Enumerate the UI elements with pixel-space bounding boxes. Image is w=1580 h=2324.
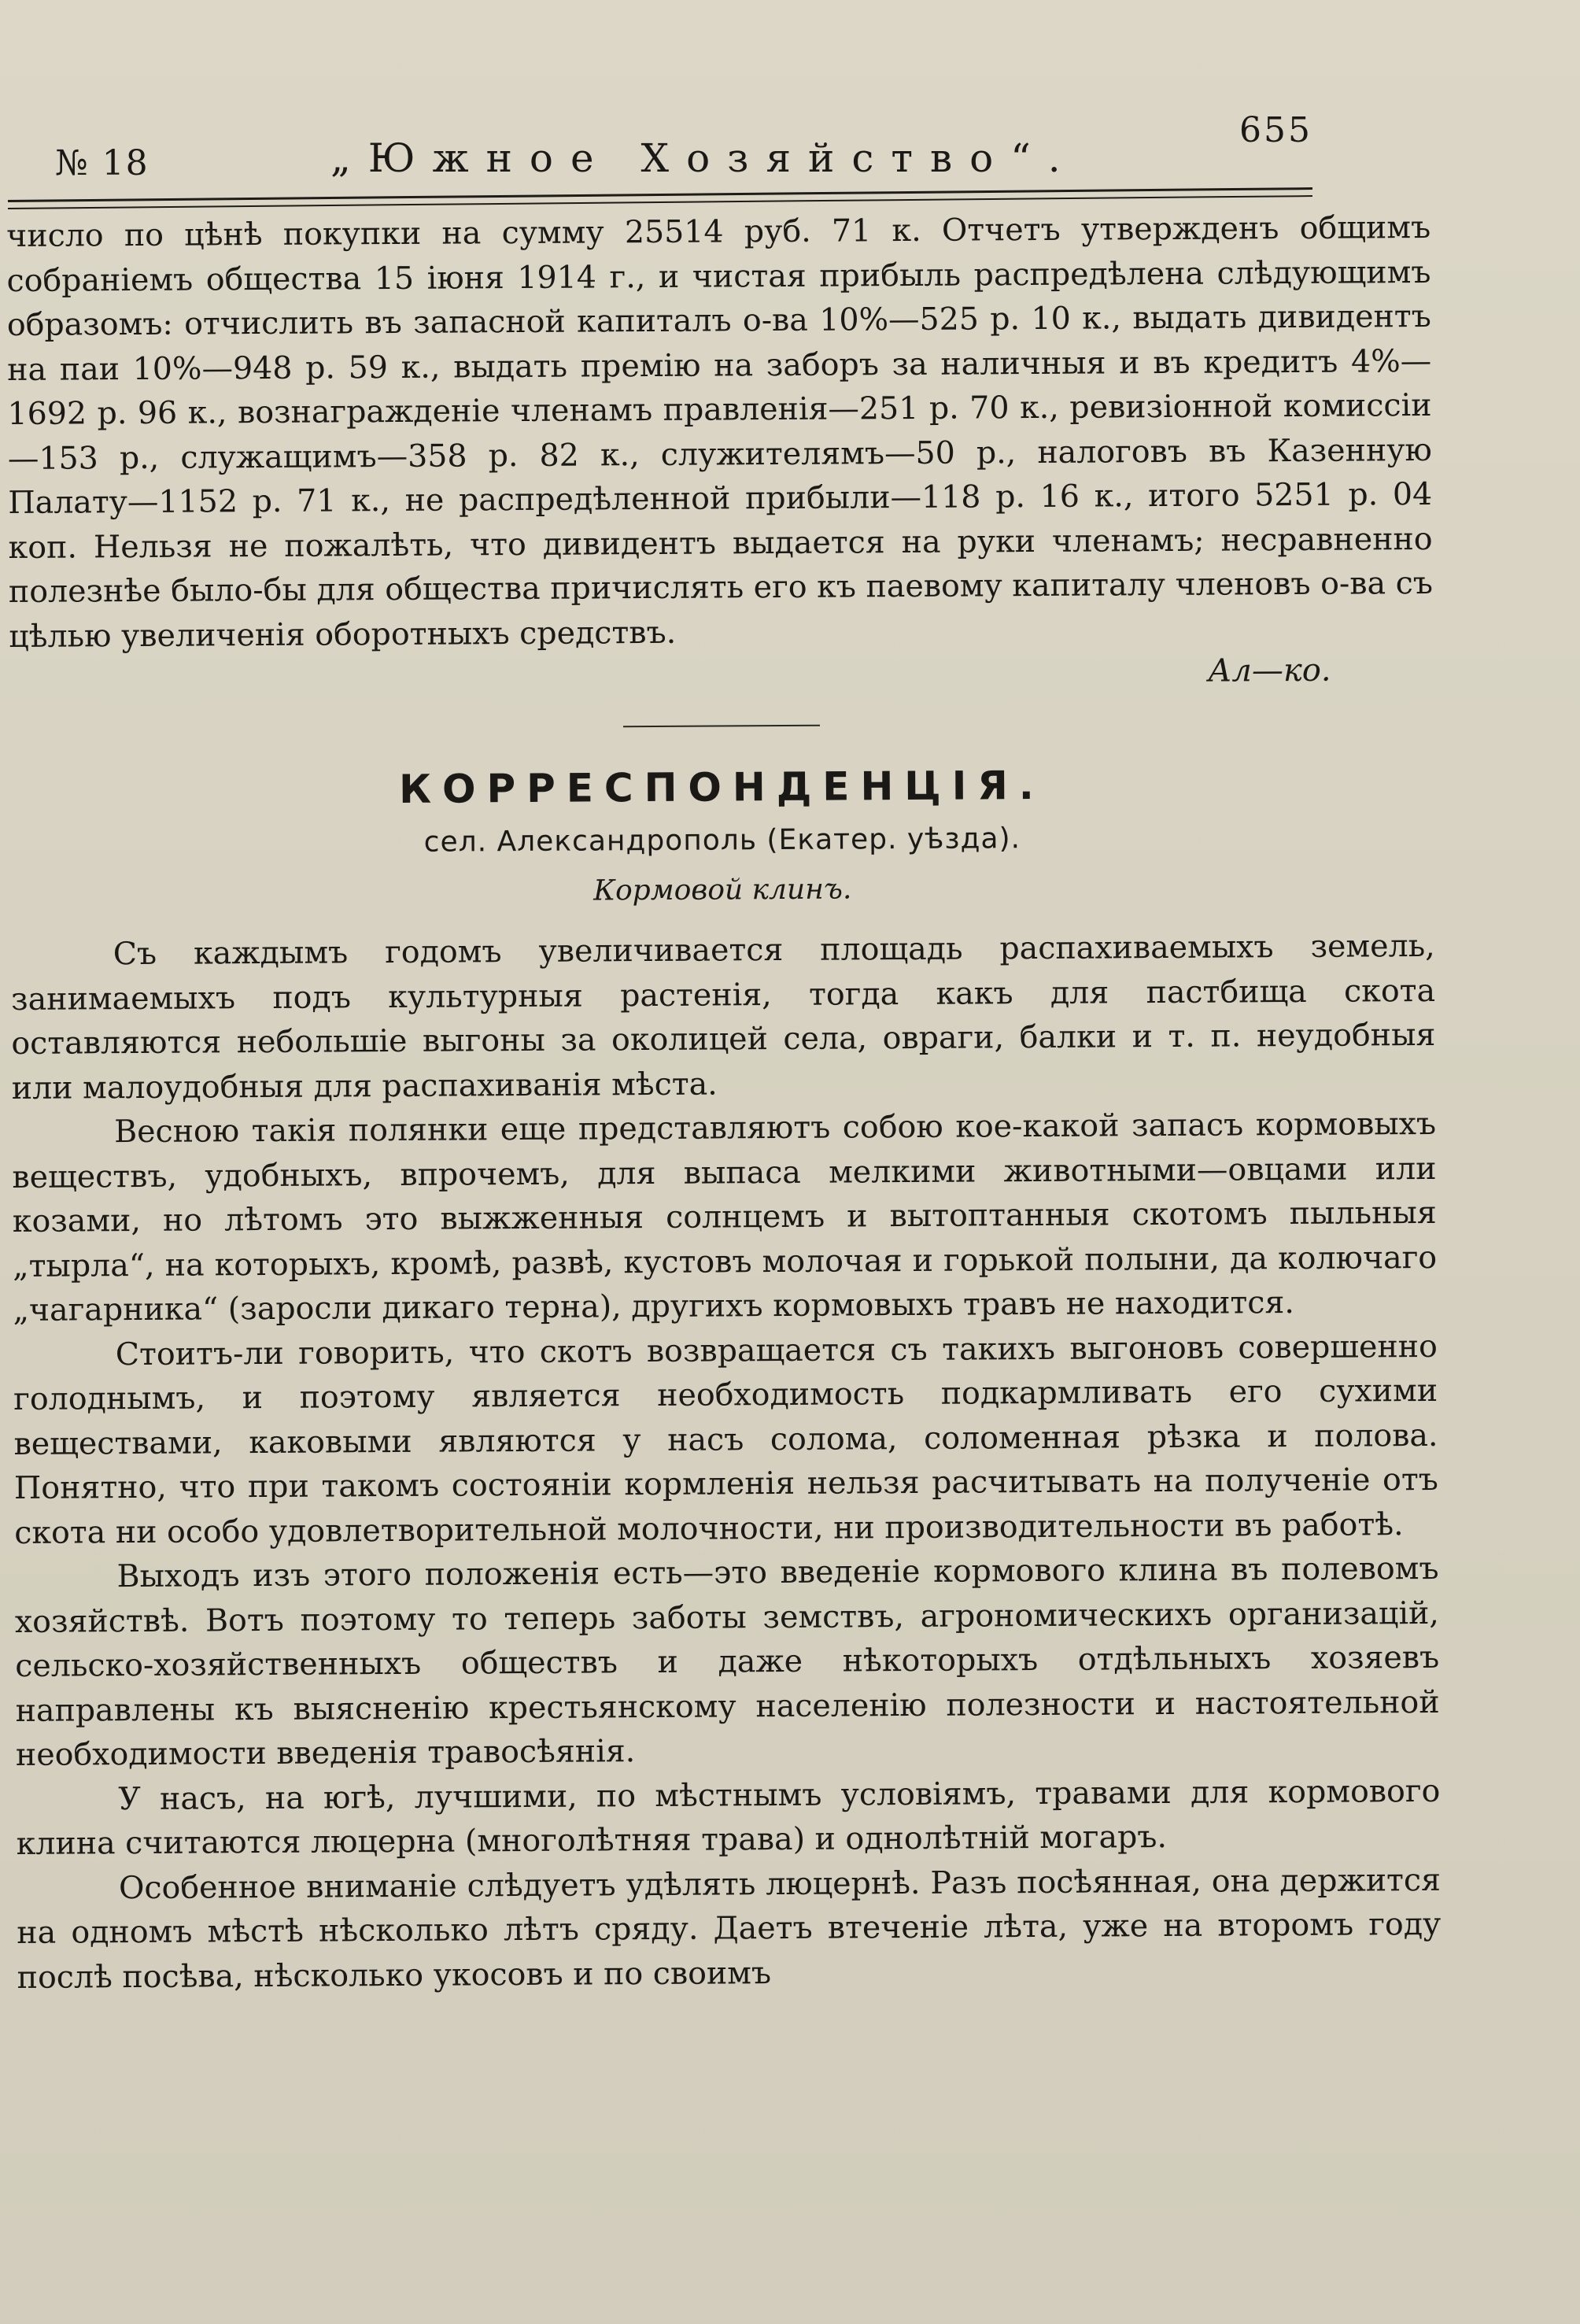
body-paragraph: Весною такія полянки еще представляютъ собою кое-какой запасъ кормовыхъ веществъ, удобныхъ, впрочемъ, для выпаса мелкими животными—овцами или козами, но лѣтомъ это выжженныя солнцемъ и вытоптанныя скотомъ пыльныя „тырла“, на которыхъ, кромѣ, развѣ, кустовъ молочая и горькой полыни, да колючаго „чагарника“ (заросли дикаго терна), другихъ кормовыхъ травъ не находится. [12, 1105, 1438, 1328]
author-signature: Ал—ко. [1207, 652, 1331, 689]
section-title: КОРРЕСПОНДЕНЦІЯ. [398, 762, 1045, 812]
body-paragraph: У насъ, на югѣ, лучшими, по мѣстнымъ условіямъ, травами для кормового клина считаются люцерна (многолѣтняя трава) и однолѣтній могаръ. [16, 1772, 1441, 1862]
issue-number: № 18 [55, 143, 150, 183]
body-paragraph: Стоитъ-ли говорить, что скотъ возвращается съ такихъ выгоновъ совершенно голоднымъ, и поэтому является необходимость подкармливать его сухими веществами, каковыми являются у насъ солома, соломенная рѣзка и полова. Понятно, что при такомъ состояніи кормленія нельзя расчитывать на полученіе отъ скота ни особо удовлетворительной молочности, ни производительности въ работѣ. [13, 1328, 1438, 1551]
body-paragraph: Съ каждымъ годомъ увеличивается площадь распахиваемыхъ земель, занимаемыхъ подъ культурныя растенія, тогда какъ для пастбища скота оставляются небольшіе выгоны за околицей села, овраги, балки и т. п. неудобныя или малоудобныя для распахиванія мѣста. [10, 927, 1436, 1107]
journal-title: „Южное Хозяйство“. [330, 135, 1078, 181]
running-header [8, 110, 1312, 183]
body-paragraph: Выходъ изъ этого положенія есть—это введеніе кормового клина въ полевомъ хозяйствѣ. Вотъ поэтому то теперь заботы земствъ, агрономическихъ организацій, сельско-хозяйственныхъ обществъ и даже нѣкоторыхъ отдѣльныхъ хозяевъ направлены къ выясненію крестьянскому населенію полезности и настоятельной необходимости введенія травосѣянія. [14, 1550, 1440, 1773]
location-heading: сел. Александрополь (Екатер. уѣзда). [423, 822, 1021, 859]
page-content [6, 205, 1442, 2000]
body-paragraph: Особенное вниманіе слѣдуетъ удѣлять люцернѣ. Разъ посѣянная, она держится на одномъ мѣстѣ нѣсколько лѣтъ сряду. Даетъ втеченіе лѣта, уже на второмъ году послѣ посѣва, нѣсколько укосовъ и по своимъ [17, 1861, 1442, 1996]
header-rule [8, 187, 1312, 202]
intro-paragraph: число по цѣнѣ покупки на сумму 25514 руб. 71 к. Отчетъ утвержденъ общимъ собраніемъ общества 15 іюня 1914 г., и чистая прибыль распредѣлена слѣдующимъ образомъ: отчислить въ запасной капиталъ о-ва 10%—525 р. 10 к., выдать дивидентъ на паи 10%—948 р. 59 к., выдать премію на заборъ за наличныя и въ кредитъ 4%—1692 р. 96 к., вознагражденіе членамъ правленія—251 р. 70 к., ревизіонной комиссіи—153 р., служащимъ—358 р. 82 к., служителямъ—50 р., налоговъ въ Казенную Палату—1152 р. 71 к., не распредѣленной прибыли—118 р. 16 к., итого 5251 р. 04 коп. Нельзя не пожалѣть, что дивидентъ выдается на руки членамъ; несравненно полезнѣе было-бы для общества причислять его къ паевому капиталу членовъ о-ва съ цѣлью увеличенія оборотныхъ средствъ. [6, 209, 1434, 655]
article-subtitle: Кормовой клинъ. [593, 873, 852, 907]
page-number: 655 [1239, 110, 1312, 150]
section-divider [623, 725, 820, 728]
